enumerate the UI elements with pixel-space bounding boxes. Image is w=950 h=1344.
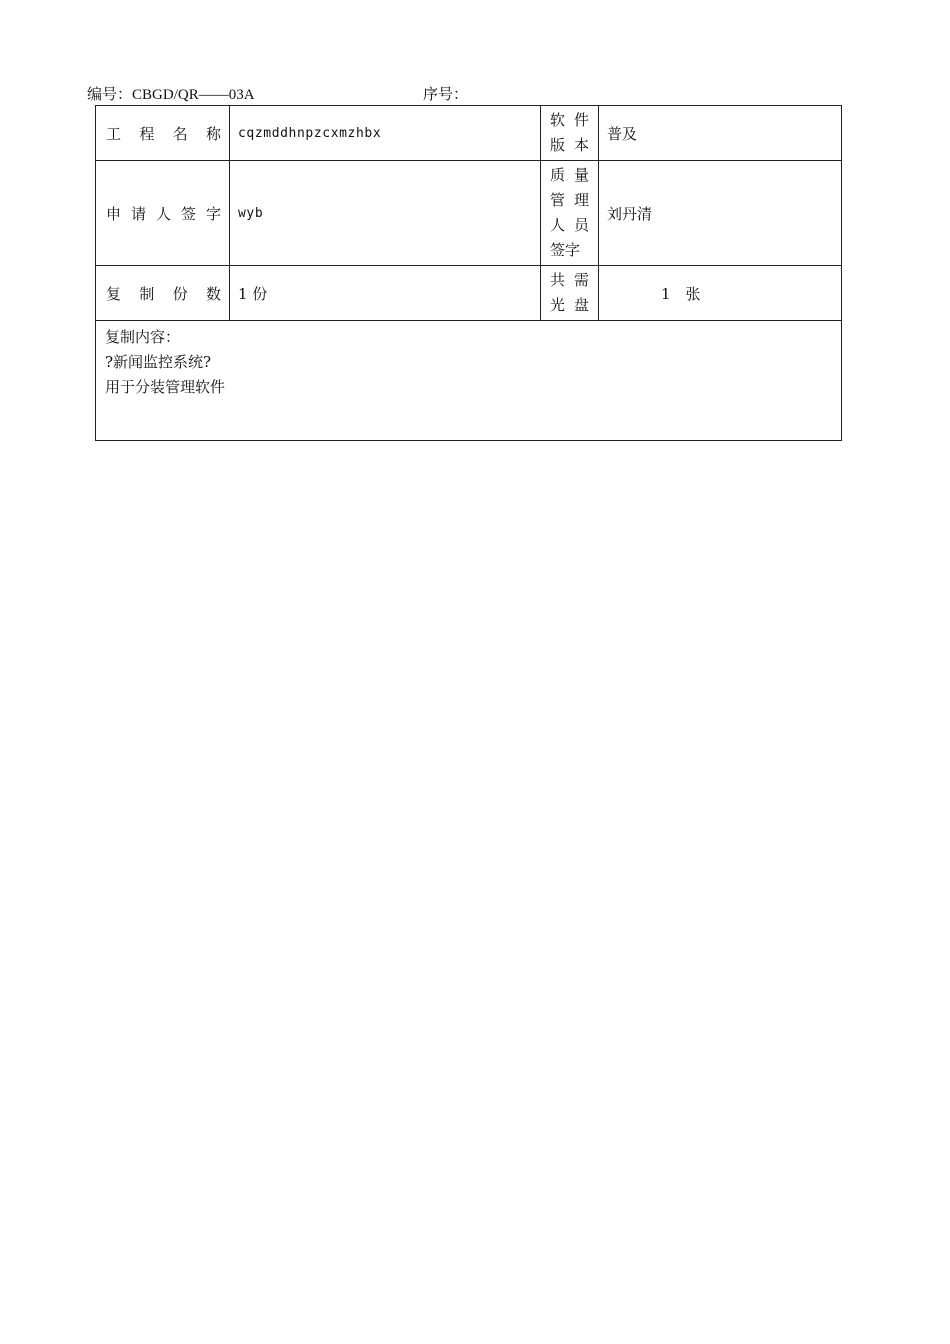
applicant-label-char: 签 (180, 204, 196, 223)
software-version-label (541, 106, 599, 161)
copy-count-label-char: 复 (106, 284, 122, 303)
applicant-label-char: 请 (130, 204, 146, 223)
qa-label-char: 质 (550, 166, 566, 184)
form-row-project (96, 106, 842, 161)
copy-count-label (96, 266, 230, 321)
qa-label-char: 管 (550, 191, 566, 209)
copy-content-title: 复制内容： (105, 328, 181, 346)
copy-count-value: 1 份 (230, 266, 541, 321)
discs-label-char: 盘 (573, 296, 589, 314)
document-code (87, 84, 255, 105)
qa-label-char: 量 (573, 166, 589, 184)
document-header (87, 84, 847, 104)
discs-label-char: 共 (550, 271, 566, 289)
copy-content-section (96, 321, 842, 441)
discs-label-char: 光 (550, 296, 566, 314)
qa-label-char: 人 (550, 216, 566, 234)
discs-required-label (541, 266, 599, 321)
form-row-copies (96, 266, 842, 321)
project-name-value: cqzmddhnpzcxmzhbx (230, 106, 541, 161)
project-name-label-char: 程 (139, 124, 155, 143)
project-name-label-char: 工 (106, 124, 122, 143)
applicant-signature-value: wyb (230, 161, 541, 266)
project-name-label-char: 名 (172, 124, 188, 143)
software-version-label-char: 软 (550, 111, 566, 129)
document-code-label: 编号： (87, 85, 133, 103)
copy-content-line: ?新闻监控系统? (105, 353, 212, 371)
qa-label-char: 员 (573, 216, 589, 234)
applicant-signature-label (96, 161, 230, 266)
software-version-label-char: 件 (573, 111, 589, 129)
applicant-label-char: 人 (155, 204, 171, 223)
project-name-label-char: 称 (205, 124, 221, 143)
discs-required-value: 1 张 (599, 266, 842, 321)
qa-signature-label (541, 161, 599, 266)
qa-signature-value: 刘丹清 (599, 161, 842, 266)
document-code-value: CBGD/QR——03A (132, 87, 255, 103)
software-version-label-char: 版 (550, 136, 566, 154)
qa-label-char: 理 (573, 191, 589, 209)
applicant-label-char: 字 (205, 204, 221, 223)
copy-content-line: 用于分装管理软件 (105, 378, 226, 396)
sequence-number-label: 序号： (423, 85, 469, 103)
form-row-applicant (96, 161, 842, 266)
discs-label-char: 需 (573, 271, 589, 289)
copy-count-label-char: 数 (205, 284, 221, 303)
software-version-value: 普及 (599, 106, 842, 161)
software-version-label-char: 本 (573, 136, 589, 154)
copy-request-form (95, 105, 842, 441)
copy-count-label-char: 份 (172, 284, 188, 303)
applicant-label-char: 申 (106, 204, 122, 223)
copy-count-label-char: 制 (139, 284, 155, 303)
qa-label-char: 签字 (550, 241, 581, 259)
form-row-content (96, 321, 842, 441)
project-name-label (96, 106, 230, 161)
